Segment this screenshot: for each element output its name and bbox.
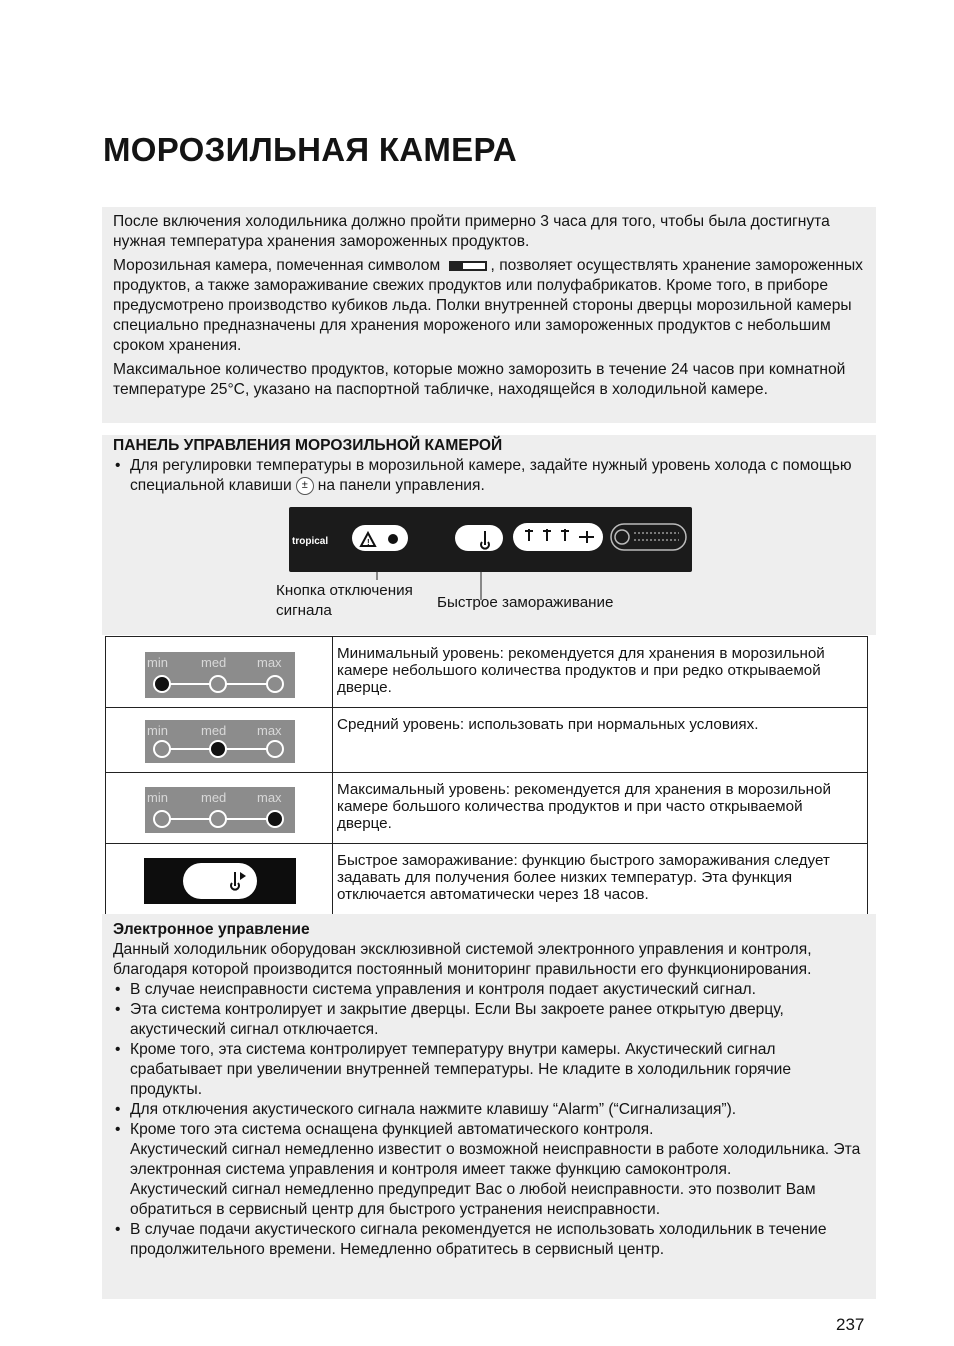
freezer-star-icon xyxy=(449,261,487,271)
level-dots xyxy=(145,787,295,833)
list-item: • Кроме того, эта система контролирует температуру внутри камеры. Акустический сигнал срабатывает при увеличении внутренней температуры. Не кладите в холодильник горячие продукты. xyxy=(113,1040,866,1100)
fast-freeze-image-cell xyxy=(106,844,333,915)
min-label: min xyxy=(147,790,168,805)
fast-freeze-indicator xyxy=(144,858,296,904)
level-description: Средний уровень: использовать при нормальных условиях. xyxy=(333,708,868,773)
list-item: • В случае неисправности система управления и контроля подает акустический сигнал. xyxy=(113,980,866,1000)
med-label: med xyxy=(201,790,227,805)
level-description: Максимальный уровень: рекомендуется для хранения в морозильной камере большого количества продуктов и при часто открываемой дверце. xyxy=(333,773,868,844)
auto-control-badge xyxy=(611,524,686,550)
warning-mark: ! xyxy=(367,538,370,547)
level-image-cell xyxy=(106,708,333,773)
electronic-control-section xyxy=(102,914,876,1299)
page-number: 237 xyxy=(836,1315,865,1334)
intro-paragraph-1: После включения холодильника должно пройти примерно 3 часа для того, чтобы была достигнута нужная температура хранения замороженных продуктов. xyxy=(113,213,830,250)
max-level-indicator xyxy=(145,787,295,833)
list-item: • В случае подачи акустического сигнала рекомендуется не использовать холодильник в течение продолжительного времени. Немедленно обратитесь в сервисный центр. xyxy=(113,1220,866,1260)
min-label: min xyxy=(147,655,168,670)
level-image-cell xyxy=(106,637,333,708)
table-row xyxy=(106,637,868,708)
auto-control-icon xyxy=(615,530,629,544)
panel-bullet-start: Для регулировки температуры в морозильной камере, задайте нужный уровень холода с помощью специальной клавиши xyxy=(130,457,852,494)
intro-section xyxy=(102,207,876,423)
max-label: max xyxy=(257,723,282,738)
table-row xyxy=(106,773,868,844)
control-panel-graphic xyxy=(289,507,692,572)
med-label: med xyxy=(201,723,227,738)
table-row xyxy=(106,708,868,773)
min-label: min xyxy=(147,723,168,738)
temperature-key-icon: ± xyxy=(296,477,314,495)
med-label: med xyxy=(201,655,227,670)
electronic-intro: Данный холодильник оборудован эксклюзивной системой электронного управления и контроля, благодаря которой производится постоянный мониторинг правильности его функционирования. xyxy=(113,941,812,978)
list-item: • Эта система контролирует и закрытие дверцы. Если Вы закроете ранее открытую дверцу, акустический сигнал отключается. xyxy=(113,1000,866,1040)
med-level-indicator xyxy=(145,720,295,763)
tropical-label: tropical xyxy=(292,536,329,547)
intro-p2-end: , позволяет осуществлять хранение замороженных продуктов, а также замораживание свежих продуктов или полуфабрикатов. Кроме того, в приборе предусмотрено производство кубиков льда. Полки внутренней стороны дверцы морозильной камеры специально предназначены для хранения мороженого или замороженных продуктов с небольшим сроком хранения. xyxy=(113,257,863,354)
intro-p2-start: Морозильная камера, помеченная символом xyxy=(113,257,441,274)
electronic-heading: Электронное управление xyxy=(113,921,310,938)
fast-freeze-button[interactable] xyxy=(455,525,503,551)
list-item-continuation: Акустический сигнал немедленно известит о возможной неисправности в работе холодильника. Эта электронная система управления и контроля имеет также функцию самоконтроля. xyxy=(130,1141,861,1178)
panel-bullet xyxy=(113,456,866,496)
max-label: max xyxy=(257,790,282,805)
levels-table xyxy=(105,636,868,915)
alarm-button-caption: Кнопка отключения сигнала xyxy=(276,582,413,619)
panel-bullet-end: на панели управления. xyxy=(317,477,485,494)
intro-paragraph-3: Максимальное количество продуктов, которые можно заморозить в течение 24 часов при комнатной температуре 25°С, указано на паспортной табличке, находящейся в холодильной камере. xyxy=(113,361,846,398)
intro-paragraph-2 xyxy=(113,256,866,356)
list-item: • Для отключения акустического сигнала нажмите клавишу “Alarm” (“Сигнализация”). xyxy=(113,1100,866,1120)
level-description: Быстрое замораживание: функцию быстрого замораживания следует задавать для получения более низких температур. Эта функция отключается автоматически через 18 часов. xyxy=(333,844,868,915)
alarm-off-button[interactable] xyxy=(352,525,408,551)
min-level-indicator xyxy=(145,652,295,698)
panel-heading: ПАНЕЛЬ УПРАВЛЕНИЯ МОРОЗИЛЬНОЙ КАМЕРОЙ xyxy=(113,437,503,454)
fast-freeze-caption: Быстрое замораживание xyxy=(437,594,614,611)
table-row xyxy=(106,844,868,915)
level-dots xyxy=(145,652,295,698)
level-dots xyxy=(145,720,295,763)
page-title: МОРОЗИЛЬНАЯ КАМЕРА xyxy=(103,131,518,168)
level-description: Минимальный уровень: рекомендуется для хранения в морозильной камере небольшого количества продуктов и при редко открываемой дверце. xyxy=(333,637,868,708)
control-panel-illustration xyxy=(289,507,692,572)
list-item: • Кроме того эта система оснащена функцией автоматического контроля. xyxy=(113,1120,866,1140)
level-image-cell xyxy=(106,773,333,844)
fast-freeze-icon xyxy=(183,863,257,899)
fast-freeze-button-shape xyxy=(183,863,257,899)
list-item-continuation: Акустический сигнал немедленно предупредит Вас о любой неисправности. это позволит Вам обратиться в сервисный центр для быстрого устранения неисправности. xyxy=(130,1181,816,1218)
alarm-bell-icon xyxy=(388,534,398,544)
max-label: max xyxy=(257,655,282,670)
